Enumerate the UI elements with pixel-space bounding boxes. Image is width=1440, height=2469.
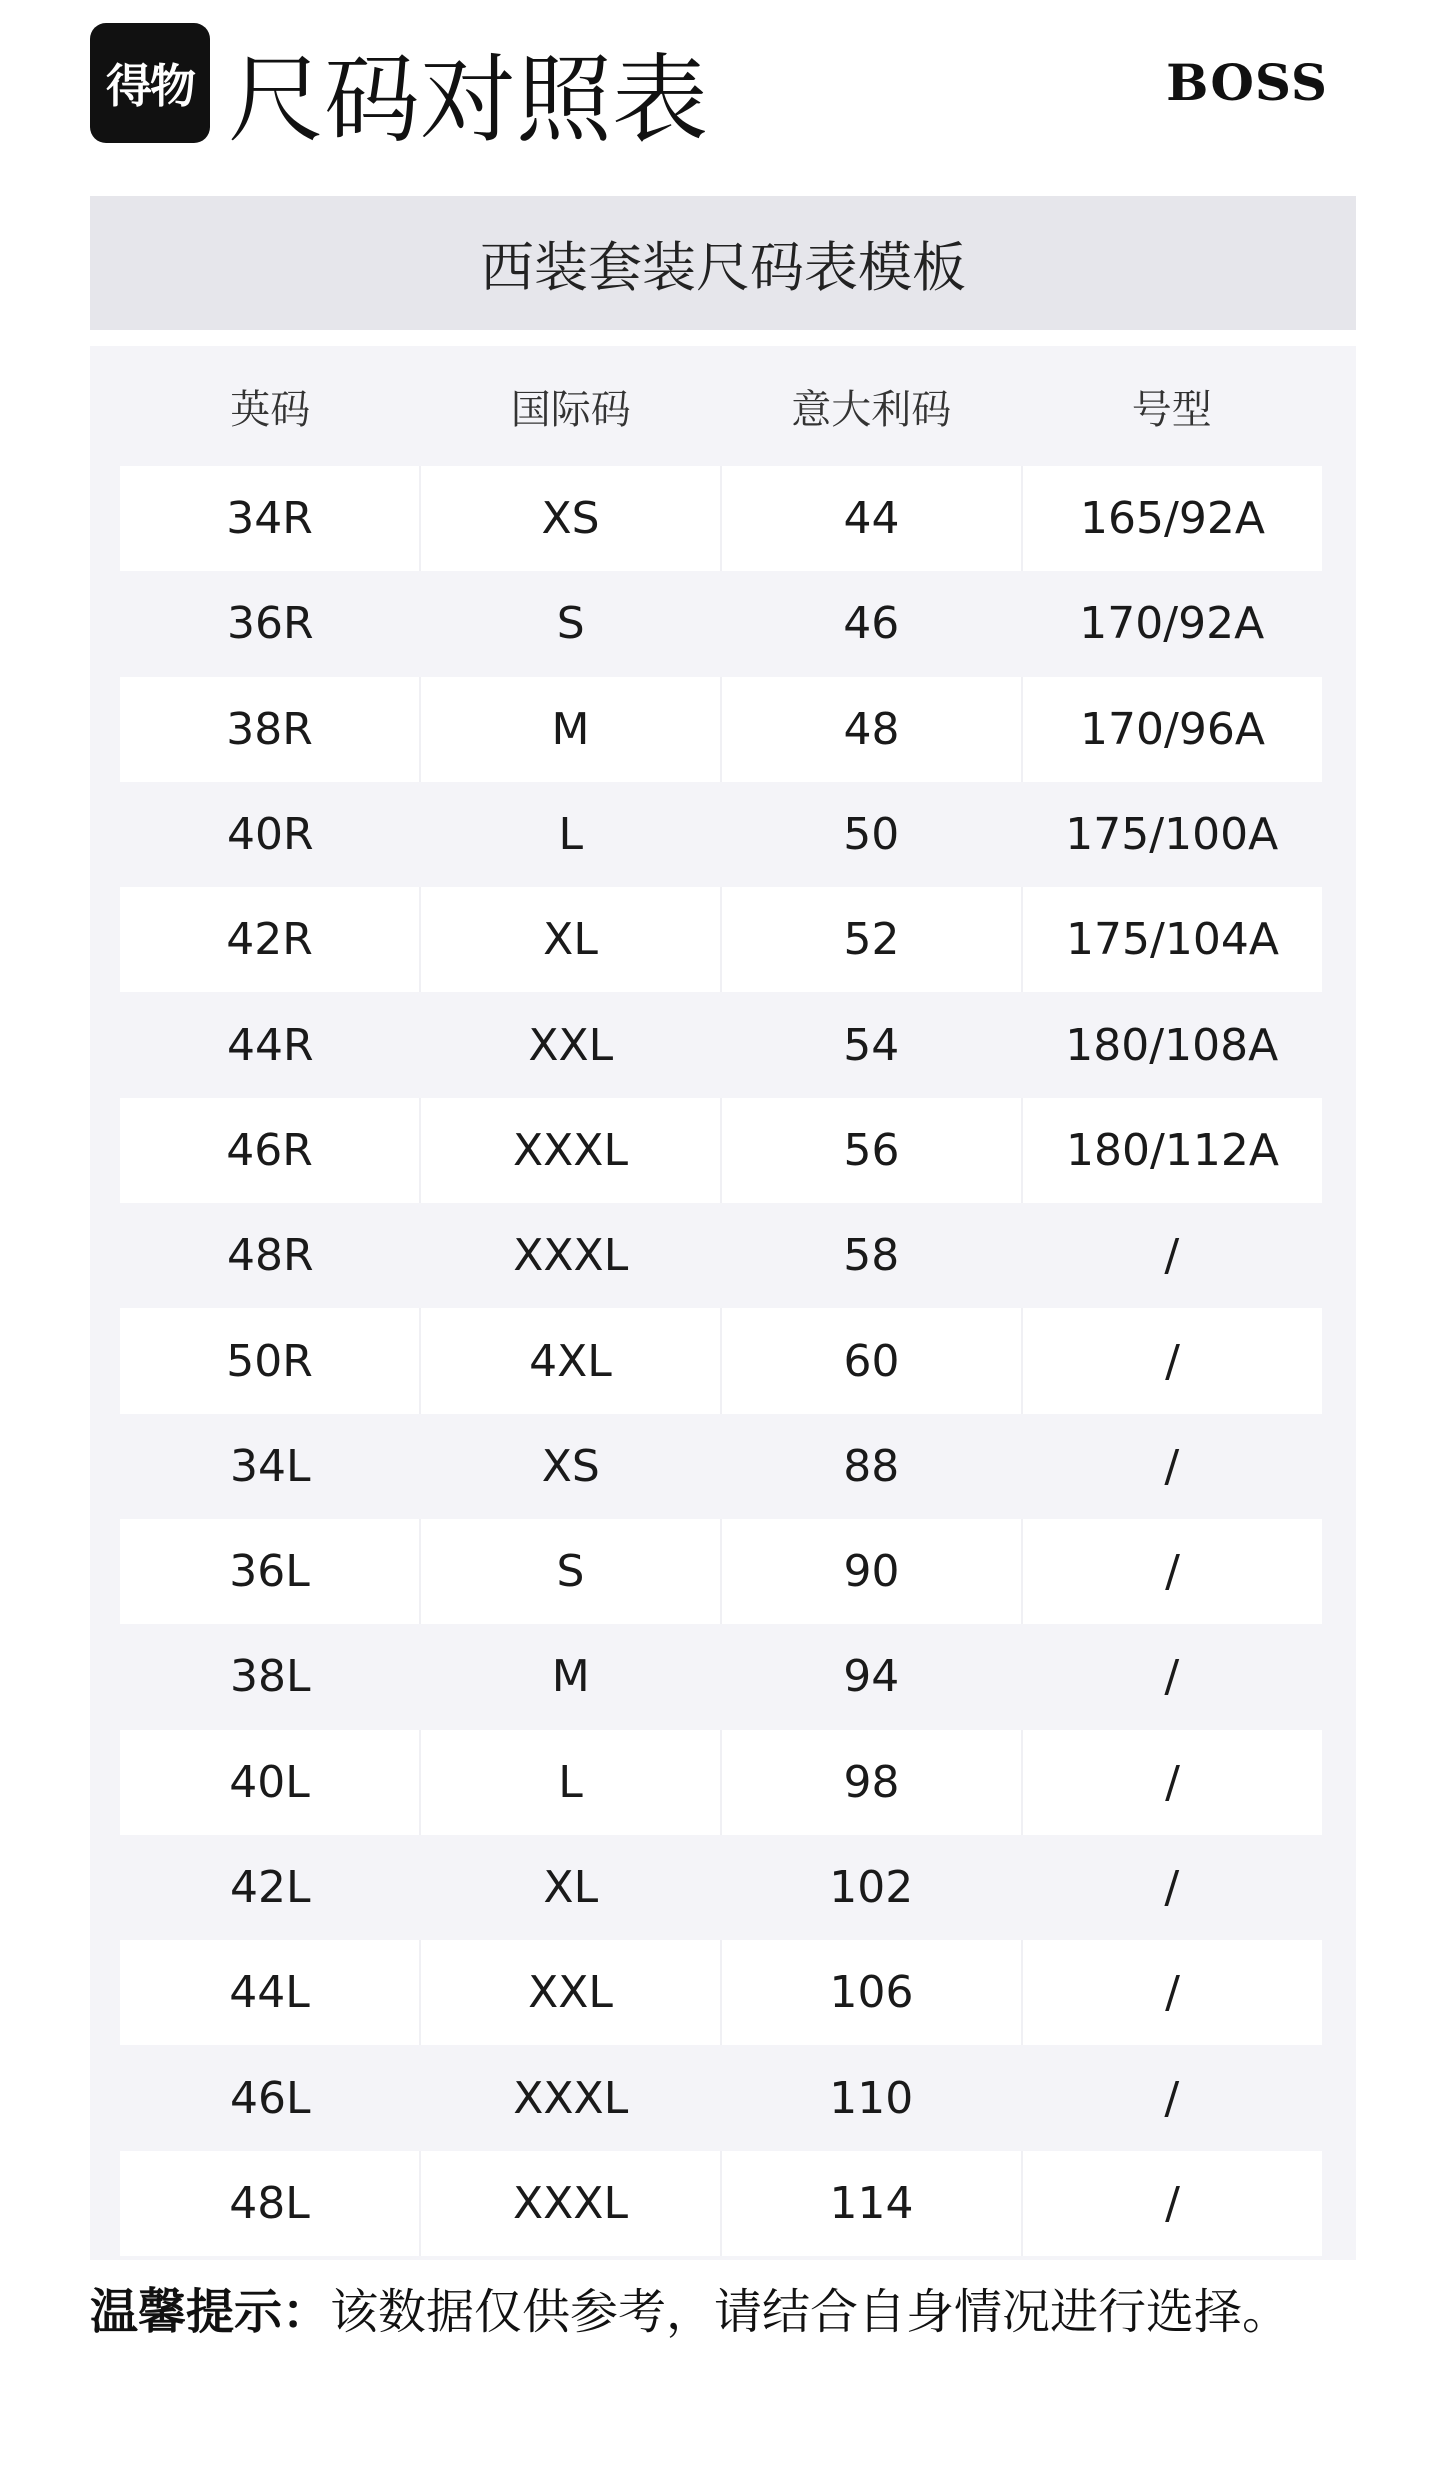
table-cell: /	[1023, 1519, 1322, 1624]
table-cell: /	[1022, 1203, 1323, 1308]
table-cell: M	[421, 1624, 722, 1729]
table-cell: XS	[421, 466, 722, 571]
table-cell: 44	[722, 466, 1023, 571]
table-row	[120, 1835, 1322, 1940]
table-cell: 4XL	[421, 1308, 722, 1413]
table-cell: 42L	[120, 1835, 421, 1940]
table-row	[120, 677, 1322, 782]
table-cell: 58	[721, 1203, 1022, 1308]
table-cell: S	[421, 571, 722, 676]
table-cell: 34L	[120, 1414, 421, 1519]
table-cell: 175/100A	[1022, 782, 1323, 887]
table-cell: 44L	[120, 1940, 421, 2045]
table-cell: L	[421, 1730, 722, 1835]
table-cell: 114	[722, 2151, 1023, 2256]
table-cell: 46R	[120, 1098, 421, 1203]
table-cell: /	[1022, 1414, 1323, 1519]
table-cell: XXXL	[421, 2045, 722, 2150]
footer-note-label: 温馨提示：	[90, 2284, 331, 2340]
table-cell: XXL	[421, 992, 722, 1097]
table-cell: 48L	[120, 2151, 421, 2256]
table-cell: 34R	[120, 466, 421, 571]
table-row	[120, 1624, 1322, 1729]
table-cell: 48R	[120, 1203, 421, 1308]
table-cell: 54	[721, 992, 1022, 1097]
footer-note	[90, 2272, 1370, 2352]
table-cell: 44R	[120, 992, 421, 1097]
table-cell: 38L	[120, 1624, 421, 1729]
table-cell: XL	[421, 887, 722, 992]
table-cell: 46	[721, 571, 1022, 676]
footer-note-text: 该数据仅供参考，请结合自身情况进行选择。	[330, 2284, 1291, 2340]
table-cell: 52	[722, 887, 1023, 992]
table-row	[120, 1730, 1322, 1835]
table-cell: 180/112A	[1023, 1098, 1322, 1203]
page-title: 尺码对照表	[228, 44, 708, 156]
table-row	[120, 466, 1322, 571]
table-cell: 180/108A	[1022, 992, 1323, 1097]
table-body	[120, 466, 1322, 2256]
table-cell: 40R	[120, 782, 421, 887]
table-row	[120, 887, 1322, 992]
table-cell: 46L	[120, 2045, 421, 2150]
table-cell: 90	[722, 1519, 1023, 1624]
logo-text: 得物	[106, 59, 194, 113]
table-row	[120, 2045, 1322, 2150]
table-cell: XL	[421, 1835, 722, 1940]
table-cell: /	[1023, 1730, 1322, 1835]
table-cell: /	[1023, 1940, 1322, 2045]
column-header-italian-size: 意大利码	[791, 386, 952, 433]
table-cell: 50	[721, 782, 1022, 887]
table-cell: /	[1023, 1308, 1322, 1413]
table-cell: 88	[721, 1414, 1022, 1519]
table-cell: 42R	[120, 887, 421, 992]
table-row	[120, 571, 1322, 676]
table-row	[120, 1308, 1322, 1413]
table-cell: /	[1022, 1624, 1323, 1729]
table-row	[120, 1203, 1322, 1308]
table-row	[120, 2151, 1322, 2256]
brand-name: BOSS	[1166, 53, 1328, 112]
column-header-uk-size: 英码	[230, 386, 311, 433]
table-row	[120, 782, 1322, 887]
table-row	[120, 1414, 1322, 1519]
table-cell: 56	[722, 1098, 1023, 1203]
table-row	[120, 1940, 1322, 2045]
table-cell: 175/104A	[1023, 887, 1322, 992]
table-cell: 106	[722, 1940, 1023, 2045]
table-cell: 98	[722, 1730, 1023, 1835]
table-row	[120, 992, 1322, 1097]
table-cell: XS	[421, 1414, 722, 1519]
table-cell: 48	[722, 677, 1023, 782]
table-cell: 102	[721, 1835, 1022, 1940]
table-cell: 170/96A	[1023, 677, 1322, 782]
table-cell: /	[1022, 2045, 1323, 2150]
table-cell: M	[421, 677, 722, 782]
table-cell: /	[1022, 1835, 1323, 1940]
table-cell: 94	[721, 1624, 1022, 1729]
table-cell: 60	[722, 1308, 1023, 1413]
table-row	[120, 1519, 1322, 1624]
page-header	[0, 0, 1440, 190]
table-cell: 38R	[120, 677, 421, 782]
column-header-model-size: 号型	[1131, 386, 1212, 433]
table-cell: 170/92A	[1022, 571, 1323, 676]
table-cell: L	[421, 782, 722, 887]
table-cell: S	[421, 1519, 722, 1624]
table-cell: XXXL	[421, 1098, 722, 1203]
table-cell: 165/92A	[1023, 466, 1322, 571]
table-cell: 50R	[120, 1308, 421, 1413]
size-table	[90, 346, 1356, 2260]
table-cell: XXL	[421, 1940, 722, 2045]
table-cell: XXXL	[421, 1203, 722, 1308]
table-cell: 36L	[120, 1519, 421, 1624]
table-cell: /	[1023, 2151, 1322, 2256]
table-cell: 36R	[120, 571, 421, 676]
table-title: 西装套装尺码表模板	[90, 196, 1356, 330]
table-header-row	[120, 346, 1322, 466]
table-cell: XXXL	[421, 2151, 722, 2256]
dewu-logo	[90, 23, 210, 143]
column-header-international-size: 国际码	[510, 386, 631, 433]
table-row	[120, 1098, 1322, 1203]
table-cell: 110	[721, 2045, 1022, 2150]
table-cell: 40L	[120, 1730, 421, 1835]
